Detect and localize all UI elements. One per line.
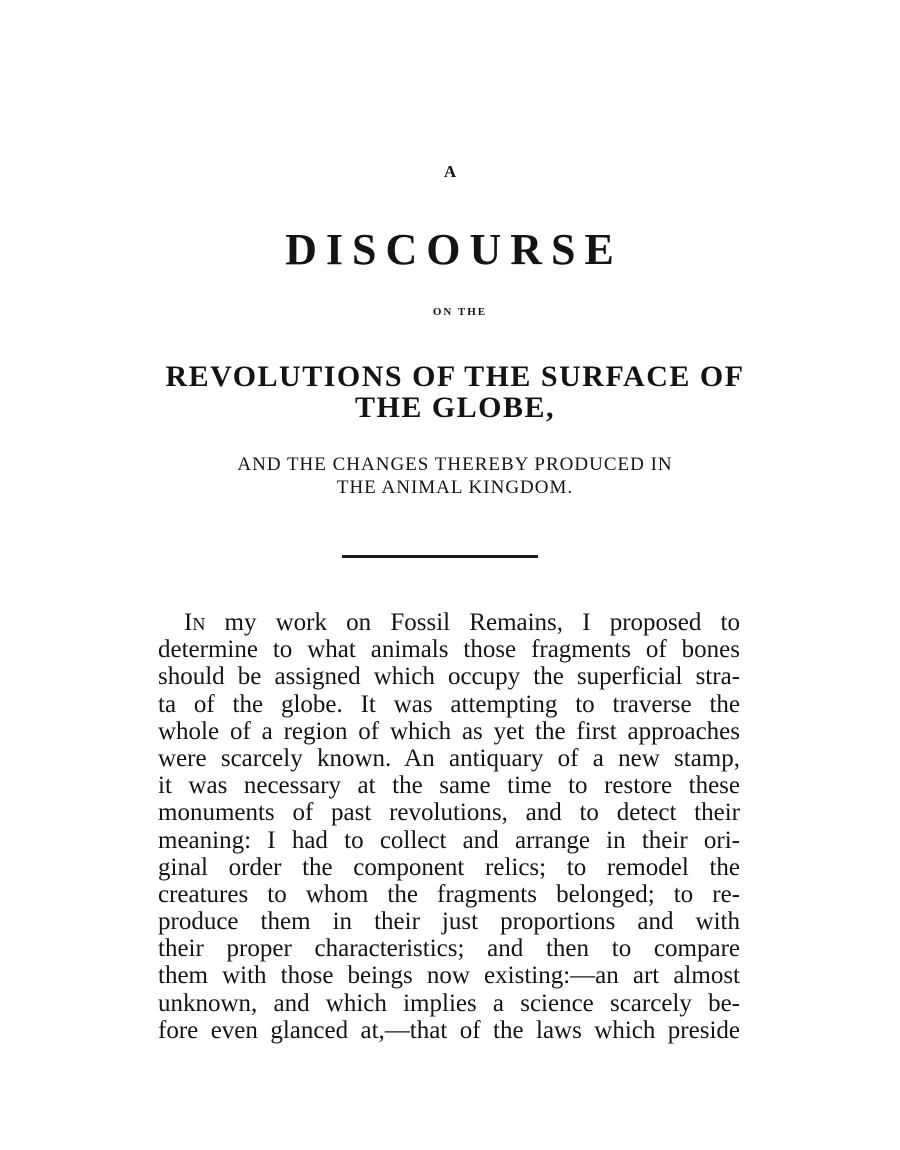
body-line: meaning: I had to collect and arrange in their ori- bbox=[158, 826, 740, 854]
body-line: determine to what animals those fragments of bones bbox=[158, 636, 740, 664]
first-line-text: my work on Fossil Remains, I proposed to bbox=[205, 609, 740, 636]
body-line: unknown, and which implies a science scarcely be- bbox=[158, 989, 740, 1017]
body-line: them with those beings now existing:—an art almost bbox=[158, 962, 740, 990]
body-line: whole of a region of which as yet the first approaches bbox=[158, 717, 740, 745]
section-divider bbox=[342, 555, 538, 558]
body-line: it was necessary at the same time to restore these bbox=[158, 772, 740, 800]
body-line: fore even glanced at,—that of the laws which preside bbox=[158, 1016, 740, 1044]
title-article: A bbox=[443, 162, 457, 181]
body-line: their proper characteristics; and then to compare bbox=[158, 935, 740, 963]
main-title: DISCOURSE bbox=[285, 225, 623, 274]
body-line: produce them in their just proportions and with bbox=[158, 908, 740, 936]
title-connector: ON THE bbox=[432, 306, 488, 318]
body-line: monuments of past revolutions, and to detect their bbox=[158, 799, 740, 827]
body-line: ta of the globe. It was attempting to traverse the bbox=[158, 690, 740, 718]
drop-word: In bbox=[184, 609, 206, 636]
body-line: creatures to whom the fragments belonged; to re- bbox=[158, 880, 740, 908]
body-line: should be assigned which occupy the superficial stra- bbox=[158, 663, 740, 691]
secondary-title-line-1: AND THE CHANGES THEREBY PRODUCED IN bbox=[237, 454, 673, 475]
secondary-title-line-2: THE ANIMAL KINGDOM. bbox=[336, 477, 574, 498]
body-paragraph bbox=[158, 609, 740, 1044]
body-line: were scarcely known. An antiquary of a new stamp, bbox=[158, 744, 740, 772]
body-line-first bbox=[158, 609, 740, 636]
body-line: ginal order the component relics; to remodel the bbox=[158, 853, 740, 881]
subtitle-line-2: THE GLOBE, bbox=[354, 391, 556, 424]
subtitle-line-1: REVOLUTIONS OF THE SURFACE OF bbox=[165, 360, 745, 393]
